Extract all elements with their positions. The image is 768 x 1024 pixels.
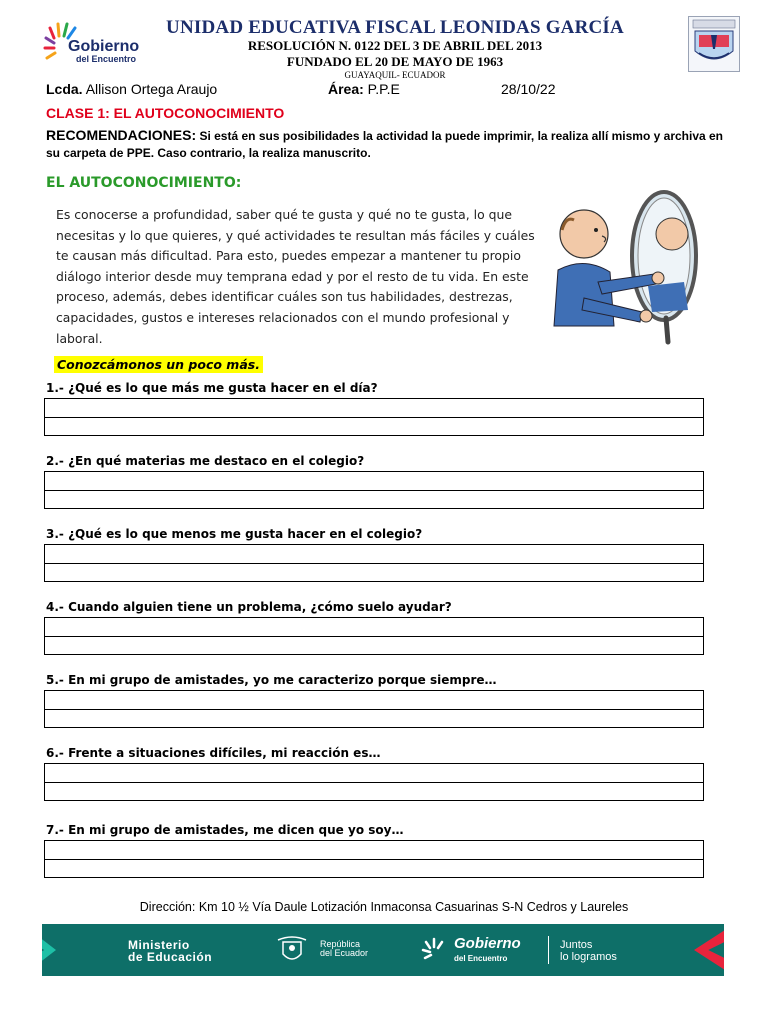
area-label: Área: bbox=[328, 81, 364, 97]
question-6: 6.- Frente a situaciones difíciles, mi reacción es… bbox=[46, 746, 381, 760]
question-5: 5.- En mi grupo de amistades, yo me caracterizo porque siempre… bbox=[46, 673, 497, 687]
answer-line bbox=[45, 709, 703, 710]
question-4: 4.- Cuando alguien tiene un problema, ¿cómo suelo ayudar? bbox=[46, 600, 452, 614]
area-value: P.P.E bbox=[363, 81, 400, 97]
school-name: UNIDAD EDUCATIVA FISCAL LEONIDAS GARCÍA bbox=[166, 17, 624, 38]
definition-paragraph: Es conocerse a profundidad, saber qué te gusta y qué no te gusta, lo que necesitas y lo que quieres, y qué actividades te resultan más fáciles y cuáles te causan más dificultad. Para esto, puedes empezar a mantener tu propio diálogo interior desde muy temprana edad y por el resto de tu vida. En este proceso, además, debes identificar cuáles son tus habilidades, destrezas, capacidades, gustos e intereses relacionados con el mundo profesional y laboral. bbox=[56, 207, 535, 346]
teacher-info bbox=[46, 81, 217, 97]
recommendations-text: Si está en sus posibilidades la actividad la puede imprimir, la realiza allí mismo y archiva en su carpeta de PPE. Caso contrario, la realiza manuscrito. bbox=[46, 129, 724, 160]
question-2: 2.- ¿En qué materias me destaco en el colegio? bbox=[46, 454, 365, 468]
ministry-line-2: de Educación bbox=[128, 950, 213, 964]
ministry-line-1: Ministerio bbox=[128, 938, 190, 952]
chevron-right-icon bbox=[694, 928, 724, 972]
resolution: RESOLUCIÓN N. 0122 DEL 3 DE ABRIL DEL 2013 bbox=[247, 38, 543, 53]
answer-box-3[interactable] bbox=[44, 544, 704, 582]
chevron-left-icon bbox=[42, 930, 56, 970]
answer-line bbox=[45, 782, 703, 783]
class-title: CLASE 1: EL AUTOCONOCIMIENTO bbox=[46, 105, 285, 121]
question-3: 3.- ¿Qué es lo que menos me gusta hacer en el colegio? bbox=[46, 527, 423, 541]
question-1: 1.- ¿Qué es lo que más me gusta hacer en el día? bbox=[46, 381, 378, 395]
teacher-label: Lcda. bbox=[46, 81, 83, 97]
city: GUAYAQUIL- ECUADOR bbox=[344, 70, 446, 80]
recommendations bbox=[46, 127, 726, 162]
slogan-line-2: lo logramos bbox=[560, 951, 617, 963]
recommendations-label: RECOMENDACIONES: bbox=[46, 127, 197, 143]
gobierno-line-2: del Encuentro bbox=[454, 954, 508, 963]
answer-line bbox=[45, 636, 703, 637]
gobierno-line-1: Gobierno bbox=[454, 935, 521, 952]
gobierno-del-encuentro-logo bbox=[42, 18, 148, 70]
answer-line bbox=[45, 417, 703, 418]
section-title: EL AUTOCONOCIMIENTO: bbox=[46, 175, 242, 191]
logo-text-gobierno: Gobierno bbox=[68, 38, 140, 55]
footer-banner bbox=[42, 924, 724, 976]
question-7: 7.- En mi grupo de amistades, me dicen que yo soy… bbox=[46, 823, 404, 837]
answer-box-7[interactable] bbox=[44, 840, 704, 878]
school-crest-icon bbox=[688, 16, 740, 72]
date: 28/10/22 bbox=[501, 81, 556, 97]
republic-line-2: del Ecuador bbox=[320, 948, 369, 958]
logo-text-encuentro: del Encuentro bbox=[76, 54, 137, 64]
address: Dirección: Km 10 ½ Vía Daule Lotización Inmaconsa Casuarinas S-N Cedros y Laureles bbox=[139, 900, 629, 914]
republic-name bbox=[320, 940, 368, 958]
area-info bbox=[328, 81, 400, 97]
answer-box-5[interactable] bbox=[44, 690, 704, 728]
starburst-icon bbox=[420, 936, 448, 964]
mirror-illustration bbox=[544, 186, 720, 346]
ecuador-coat-of-arms-icon bbox=[274, 934, 310, 966]
slogan-line-1: Juntos bbox=[560, 939, 593, 951]
teacher-name: Allison Ortega Araujo bbox=[82, 81, 218, 97]
answer-line bbox=[45, 563, 703, 564]
answer-box-1[interactable] bbox=[44, 398, 704, 436]
answer-box-2[interactable] bbox=[44, 471, 704, 509]
ministry-name bbox=[128, 939, 212, 963]
highlight-callout: Conozcámonos un poco más. bbox=[54, 356, 263, 373]
founded-date: FUNDADO EL 20 DE MAYO DE 1963 bbox=[286, 54, 504, 69]
answer-line bbox=[45, 859, 703, 860]
footer-divider bbox=[548, 936, 549, 964]
slogan bbox=[560, 939, 617, 963]
answer-box-4[interactable] bbox=[44, 617, 704, 655]
answer-line bbox=[45, 490, 703, 491]
republic-line-1: República bbox=[320, 939, 361, 949]
answer-box-6[interactable] bbox=[44, 763, 704, 801]
